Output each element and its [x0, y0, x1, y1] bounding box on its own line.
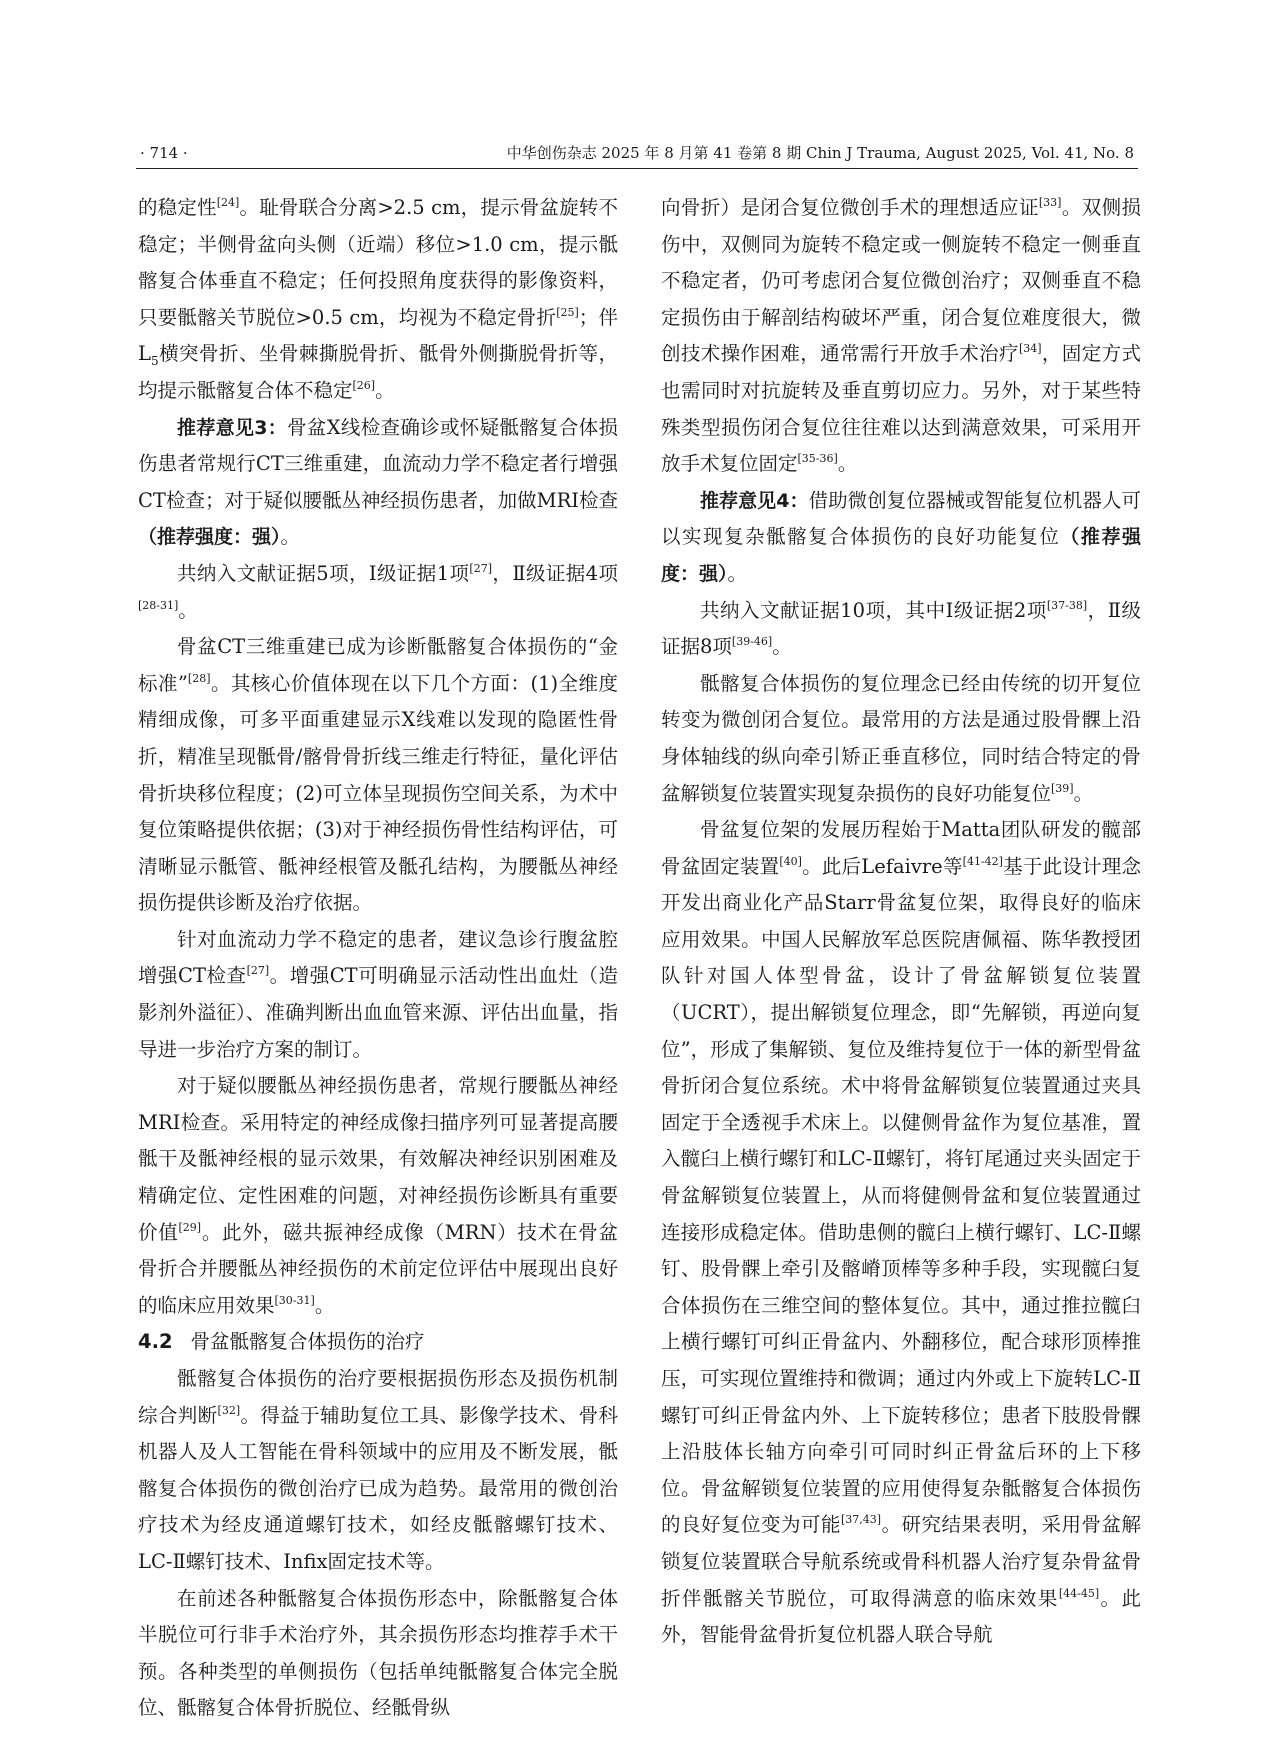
paragraph-ct-reconstruction: 骨盆CT三维重建已成为诊断骶髂复合体损伤的“金标准”[28]。其核心价值体现在以下几个方面：(1)全维度精细成像，可多平面重建显示X线难以发现的隐匿性骨折，精准呈现骶骨/髂骨骨折线三维走行特征，量化评估骨折块移位程度；(2)可立体呈现损伤空间关系，为术中复位策略提供依据；(3)对于神经损伤骨性结构评估，可清晰显示骶管、骶神经根管及骶孔结构，为腰骶丛神经损伤提供诊断及治疗依据。 — [138, 635, 618, 915]
citation: [33] — [1038, 196, 1062, 209]
paragraph-stability-criteria: 的稳定性[24]。耻骨联合分离>2.5 cm，提示骨盆旋转不稳定；半侧骨盆向头侧（近端）移位>1.0 cm，提示骶髂复合体垂直不稳定；任何投照角度获得的影像资料，只要骶髂关节脱位>0.5 cm，均视为不稳定骨折[25]；伴$L_5$横突骨折、坐骨棘撕脱骨折、骶骨外侧撕脱骨折等，均提示骶髂复合体不稳定[26]。 — [138, 196, 618, 402]
citation: [32] — [217, 1403, 241, 1417]
citation: [24] — [216, 196, 240, 209]
paragraph-injury-forms: 在前述各种骶髂复合体损伤形态中，除骶髂复合体半脱位可行非手术治疗外，其余损伤形态均推荐手术干预。各种类型的单侧损伤（包括单纯骶髂复合体完全脱位、骶髂复合体骨折脱位、经骶骨纵 — [138, 1586, 618, 1720]
citation: [27] — [246, 964, 270, 978]
citation: [28] — [187, 671, 211, 685]
citation: [37-38] — [1046, 598, 1088, 612]
recommendation-label: 推荐意见4： — [700, 489, 809, 512]
citation: [39] — [1051, 781, 1074, 795]
citation: [44-45] — [1058, 1586, 1100, 1600]
citation: [37,43] — [840, 1513, 882, 1527]
header-rule — [136, 168, 1138, 169]
citation: [25] — [556, 305, 579, 319]
right-column — [661, 190, 1141, 1647]
section-number: 4.2 — [138, 1330, 173, 1354]
paragraph-nerve-mri: 对于疑似腰骶丛神经损伤患者，常规行腰骶丛神经MRI检查。采用特定的神经成像扫描序列可显著提高腰骶干及骶神经根的显示效果，有效解决神经识别困难及精确定位、定性困难的问题，对神经损伤诊断具有重要价值[29]。此外，磁共振神经成像（MRN）技术在骨盆骨折合并腰骶丛神经损伤的术前定位评估中展现出良好的临床应用效果[30-31]。 — [138, 1074, 618, 1317]
citation: [26] — [352, 378, 376, 392]
paragraph-reduction-concept: 骶髂复合体损伤的复位理念已经由传统的切开复位转变为微创闭合复位。最常用的方法是通过股骨髁上沿身体轴线的纵向牵引矫正垂直移位，同时结合特定的骨盆解锁复位装置实现复杂损伤的良好功能复位[39]。 — [661, 671, 1141, 805]
paragraph-treatment: 骶髂复合体损伤的治疗要根据损伤形态及损伤机制综合判断[32]。得益于辅助复位工具、影像学技术、骨科机器人及人工智能在骨科领域中的应用及不断发展，骶髂复合体损伤的微创治疗已成为趋势。最常用的微创治疗技术为经皮通道螺钉技术，如经皮骶髂螺钉技术、LC-Ⅱ螺钉技术、Infix固定技术等。 — [138, 1367, 618, 1573]
recommendation-4: 推荐意见4：借助微创复位器械或智能复位机器人可以实现复杂骶髂复合体损伤的良好功能复位（推荐强度：强）。 — [661, 488, 1141, 585]
recommendation-3: 推荐意见3：骨盆X线检查确诊或怀疑骶髂复合体损伤患者常规行CT三维重建，血流动力学不稳定者行增强CT检查；对于疑似腰骶丛神经损伤患者，加做MRI检查（推荐强度：强）。 — [138, 415, 618, 549]
citation: [28-31] — [138, 598, 179, 612]
recommendation-strength: （推荐强度：强） — [138, 526, 281, 549]
paragraph-closed-reduction: 向骨折）是闭合复位微创手术的理想适应证[33]。双侧损伤中，双侧同为旋转不稳定或一侧旋转不稳定一侧垂直不稳定者，仍可考虑闭合复位微创治疗；双侧垂直不稳定损伤由于解剖结构破坏严重，闭合复位难度很大，微创技术操作困难，通常需行开放手术治疗[34]，固定方式也需同时对抗旋转及垂直剪切应力。另外，对于某些特殊类型损伤闭合复位往往难以达到满意效果，可采用开放手术复位固定[35-36]。 — [661, 196, 1141, 476]
paragraph-enhanced-ct: 针对血流动力学不稳定的患者，建议急诊行腹盆腔增强CT检查[27]。增强CT可明确显示活动性出血灶（造影剂外溢征）、准确判断出血血管来源、评估出血量，指导进一步治疗方案的制订。 — [138, 927, 618, 1061]
citation: [41-42] — [962, 854, 1003, 868]
citation: [34] — [1018, 342, 1042, 356]
section-heading — [138, 1324, 618, 1361]
paragraph-evidence-count: 共纳入文献证据5项，Ⅰ级证据1项[27]，Ⅱ级证据4项[28-31]。 — [138, 561, 618, 622]
citation: [29] — [178, 1220, 202, 1234]
paragraph-reduction-frame: 骨盆复位架的发展历程始于Matta团队研发的髋部骨盆固定装置[40]。此后Lefaivre等[41-42]基于此设计理念开发出商业化产品Starr骨盆复位架，取得良好的临床应用效果。中国人民解放军总医院唐佩福、陈华教授团队针对国人体型骨盆，设计了骨盆解锁复位装置（UCRT），提出解锁复位理念，即“先解锁，再逆向复位”，形成了集解锁、复位及维持复位于一体的新型骨盆骨折闭合复位系统。术中将骨盆解锁复位装置通过夹具固定于全透视手术床上。以健侧骨盆作为复位基准，置入髋臼上横行螺钉和LC-Ⅱ螺钉，将钉尾通过夹头固定于骨盆解锁复位装置上，从而将健侧骨盆和复位装置通过连接形成稳定体。借助患侧的髋臼上横行螺钉、LC-Ⅱ螺钉、股骨髁上牵引及髂嵴顶棒等多种手段，实现髋臼复合体损伤在三维空间的整体复位。其中，通过推拉髋臼上横行螺钉可纠正骨盆内、外翻移位，配合球形顶棒推压，可实现位置维持和微调；通过内外或上下旋转LC-Ⅱ螺钉可纠正骨盆内外、上下旋转移位；患者下肢股骨髁上沿肢体长轴方向牵引可同时纠正骨盆后环的上下移位。骨盆解锁复位装置的应用使得复杂骶髂复合体损伤的良好复位变为可能[37,43]。研究结果表明，采用骨盆解锁复位装置联合导航系统或骨科机器人治疗复杂骨盆骨折伴骶髂关节脱位，可取得满意的临床效果[44-45]。此外，智能骨盆骨折复位机器人联合导航 — [661, 818, 1141, 1647]
recommendation-label: 推荐意见3： — [177, 416, 288, 439]
subscript: 5 — [150, 354, 159, 369]
section-title: 骨盆骶髂复合体损伤的治疗 — [190, 1330, 425, 1354]
citation: [30-31] — [274, 1293, 315, 1307]
left-column — [138, 190, 618, 1720]
citation: [35-36] — [797, 452, 838, 466]
recommendation-strength: （推荐强度：强） — [661, 526, 1141, 585]
citation: [39-46] — [731, 635, 773, 649]
running-header — [140, 142, 1134, 168]
citation: [40] — [779, 854, 802, 868]
page-number: · 714 · — [140, 144, 188, 162]
journal-citation: 中华创伤杂志 2025 年 8 月第 41 卷第 8 期 Chin J Trauma, August 2025, Vol. 41, No. 8 — [506, 144, 1134, 162]
citation: [27] — [469, 561, 493, 575]
paragraph-evidence-count: 共纳入文献证据10项，其中Ⅰ级证据2项[37-38]，Ⅱ级证据8项[39-46]。 — [661, 598, 1141, 659]
